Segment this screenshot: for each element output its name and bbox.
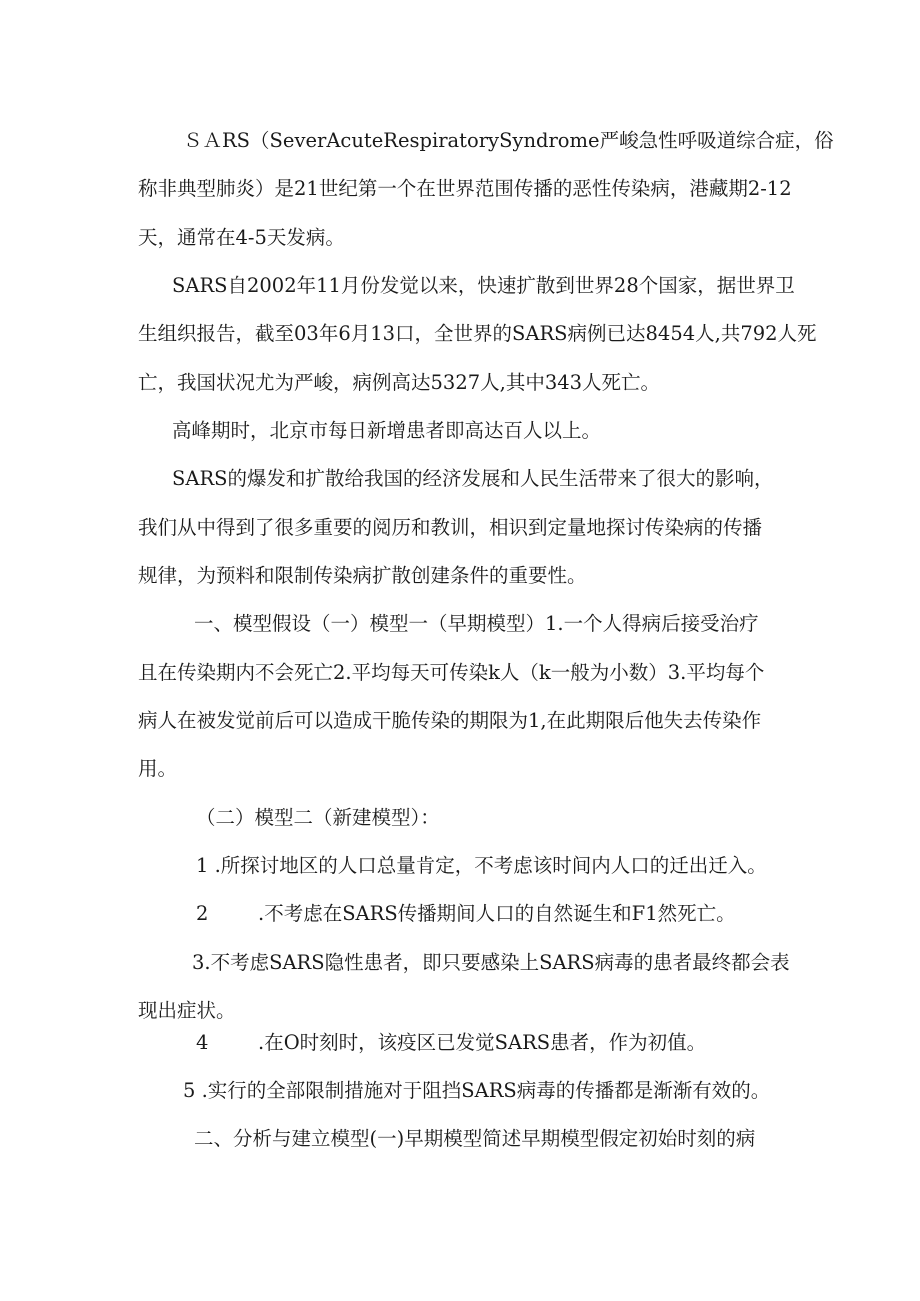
list-item-3-cont: 现出症状。 — [138, 999, 236, 1022]
p5-line-4: 用。 — [138, 757, 178, 780]
p5-line-2: 且在传染期内不会死亡2.平均每天可传染k人（k一般为小数）3.平均每个 — [138, 661, 765, 684]
list-item-2: 2 .不考虑在SARS传播期间人口的自然诞生和F1然死亡。 — [196, 902, 736, 925]
p5-line-3: 病人在被发觉前后可以造成干脆传染的期限为1,在此期限后他失去传染作 — [138, 709, 762, 732]
p2-line-2: 生组织报告，截至03年6月13口，全世界的SARS病例已达8454人,共792人死 — [138, 322, 817, 345]
p4-line-2: 我们从中得到了很多重要的阅历和教训，相识到定量地探讨传染病的传播 — [138, 516, 763, 539]
p1-line-3: 天，通常在4-5天发病。 — [138, 226, 345, 249]
p3-line-1: 高峰期时，北京市每日新增患者即高达百人以上。 — [172, 419, 602, 442]
p5-line-1: 一、模型假设（一）模型一（早期模型）1.一个人得病后接受治疗 — [194, 612, 759, 635]
p1-line-1: ＳＡRS（SeverAcuteRespiratorySyndrome严峻急性呼吸道综合症，俗 — [183, 129, 834, 152]
p2-line-1: SARS自2002年11月份发觉以来，快速扩散到世界28个国家，据世界卫 — [172, 274, 795, 297]
p1-line-2: 称非典型肺炎）是21世纪第一个在世界范围传播的恶性传染病，港藏期2-12 — [138, 177, 792, 200]
list-item-4: 4 .在O时刻时，该疫区已发觉SARS患者，作为初值。 — [196, 1031, 707, 1054]
p6-line-1: （二）模型二（新建模型）： — [196, 806, 440, 829]
list-item-1: 1 .所探讨地区的人口总量肯定，不考虑该时间内人口的迁出迁入。 — [196, 854, 767, 877]
list-item-3: 3.不考虑SARS隐性患者，即只要感染上SARS病毒的患者最终都会表 — [192, 951, 790, 974]
list-item-5: 5 .实行的全部限制措施对于阻挡SARS病毒的传播都是渐渐有效的。 — [183, 1079, 771, 1102]
p4-line-1: SARS的爆发和扩散给我国的经济发展和人民生活带来了很大的影响， — [172, 467, 774, 490]
p7-line-1: 二、分析与建立模型(一)早期模型简述早期模型假定初始时刻的病 — [194, 1127, 756, 1150]
p4-line-3: 规律，为预料和限制传染病扩散创建条件的重要性。 — [138, 564, 587, 587]
p2-line-3: 亡，我国状况尤为严峻，病例高达5327人,其中343人死亡。 — [138, 371, 661, 394]
